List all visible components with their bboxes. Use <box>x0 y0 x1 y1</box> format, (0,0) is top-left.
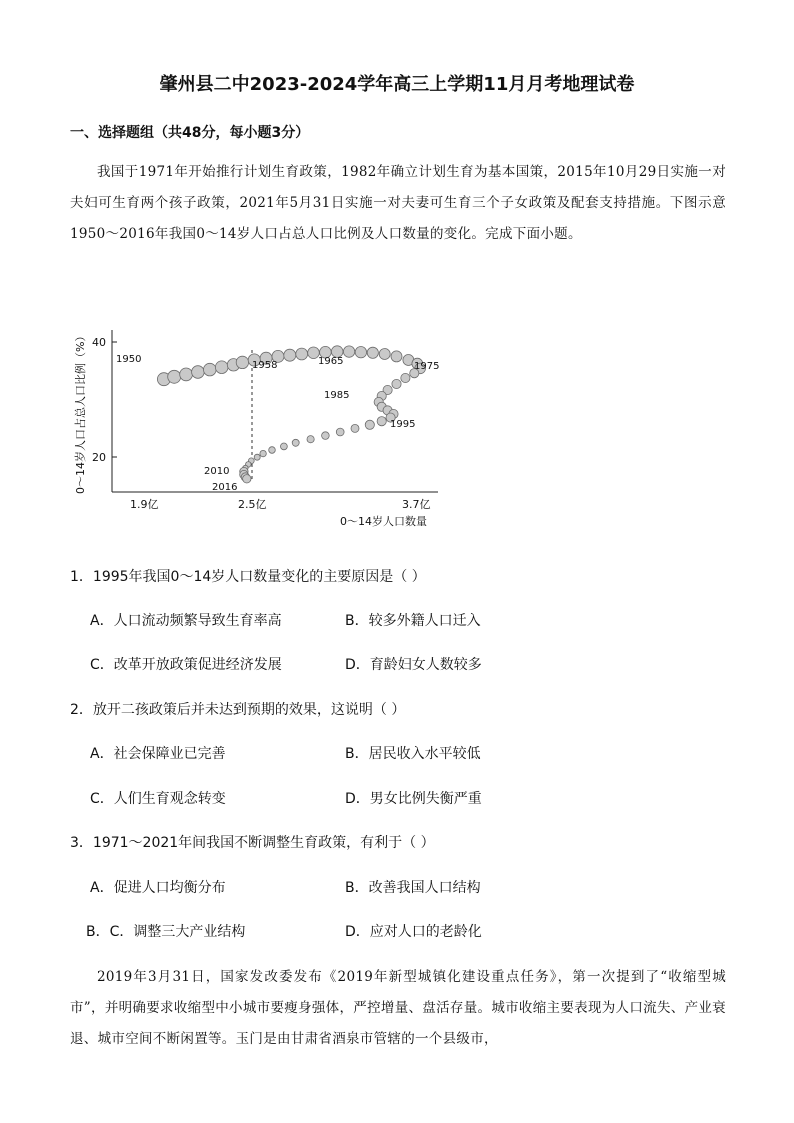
data-point <box>367 347 378 358</box>
year-label-1950: 1950 <box>116 354 142 365</box>
year-label-1965: 1965 <box>318 356 344 367</box>
year-label-2010: 2010 <box>204 466 230 477</box>
y-axis-title: 0～14岁人口占总人口比例（%） <box>74 330 87 494</box>
question-1-option-d: D．育龄妇女人数较多 <box>345 657 482 673</box>
x-tick-label-1: 1.9亿 <box>130 498 159 511</box>
year-label-2016: 2016 <box>212 482 238 493</box>
data-point <box>204 363 217 376</box>
question-2-option-d: D．男女比例失衡严重 <box>345 791 482 807</box>
data-point <box>254 454 260 460</box>
data-point <box>377 417 386 426</box>
question-1-option-c: C．改革开放政策促进经济发展 <box>90 657 282 673</box>
second-paragraph: 2019年3月31日，国家发改委发布《2019年新型城镇化建设重点任务》，第一次提到了“收缩型城市”，并明确要求收缩型中小城市要瘦身强体，严控增量、盘活存量。城市收缩主要表现为人口流失、产业衰退、城市空间不断闲置等。玉门是由甘肃省酒泉市管辖的一个县级市， <box>70 969 726 1047</box>
data-point <box>296 348 308 360</box>
x-tick-label-3: 3.7亿 <box>402 498 431 511</box>
question-1-option-b: B．较多外籍人口迁入 <box>345 613 481 629</box>
data-point <box>243 475 251 483</box>
section-heading: 一、选择题组（共48分，每小题3分） <box>70 125 310 141</box>
question-3-option-b: B．改善我国人口结构 <box>345 880 481 896</box>
data-point <box>192 366 205 379</box>
data-point <box>392 379 401 388</box>
data-point <box>292 439 299 446</box>
x-tick-label-2: 2.5亿 <box>238 498 267 511</box>
data-point <box>168 370 181 383</box>
question-3-option-c: B．C．调整三大产业结构 <box>86 924 246 940</box>
data-point <box>343 346 354 357</box>
page-title: 肇州县二中2023-2024学年高三上学期11月月考地理试卷 <box>159 74 635 95</box>
data-point <box>281 443 288 450</box>
question-3-stem: 3．1971～2021年间我国不断调整生育政策，有利于（ ） <box>70 835 435 851</box>
year-label-1958: 1958 <box>252 360 278 371</box>
population-chart <box>68 312 448 532</box>
x-axis-title: 0～14岁人口数量 <box>340 515 427 528</box>
data-point <box>322 432 330 440</box>
data-point <box>351 424 359 432</box>
data-point <box>269 447 276 454</box>
year-label-1985: 1985 <box>324 390 350 401</box>
y-axis-label <box>73 331 87 494</box>
data-point <box>336 428 344 436</box>
data-point <box>180 368 193 381</box>
data-point <box>284 349 296 361</box>
data-points <box>157 346 425 483</box>
data-point <box>260 450 266 456</box>
question-2-option-b: B．居民收入水平较低 <box>345 746 481 762</box>
data-point <box>365 420 374 429</box>
data-point <box>215 361 228 374</box>
data-point <box>379 349 390 360</box>
question-1-stem: 1．1995年我国0～14岁人口数量变化的主要原因是（ ） <box>70 569 426 585</box>
data-point <box>401 373 410 382</box>
question-2-option-c: C．人们生育观念转变 <box>90 791 226 807</box>
data-point <box>391 351 402 362</box>
y-tick-label-20: 20 <box>92 451 106 464</box>
question-2-option-a: A．社会保障业已完善 <box>90 746 226 762</box>
year-label-1995: 1995 <box>390 419 416 430</box>
data-point <box>307 436 314 443</box>
question-1-option-a: A．人口流动频繁导致生育率高 <box>90 613 282 629</box>
y-tick-label-40: 40 <box>92 336 106 349</box>
question-3-option-a: A．促进人口均衡分布 <box>90 880 226 896</box>
data-point <box>236 356 248 368</box>
year-label-1975: 1975 <box>414 361 440 372</box>
data-point <box>355 347 366 358</box>
question-3-option-d: D．应对人口的老龄化 <box>345 924 482 940</box>
intro-paragraph: 我国于1971年开始推行计划生育政策，1982年确立计划生育为基本国策，2015年10月29日实施一对夫妇可生育两个孩子政策，2021年5月31日实施一对夫妻可生育三个子女政策及配套支持措施。下图示意1950～2016年我国0～14岁人口占总人口比例及人口数量的变化。完成下面小题。 <box>70 164 726 242</box>
question-2-stem: 2．放开二孩政策后并未达到预期的效果，这说明（ ） <box>70 702 406 718</box>
